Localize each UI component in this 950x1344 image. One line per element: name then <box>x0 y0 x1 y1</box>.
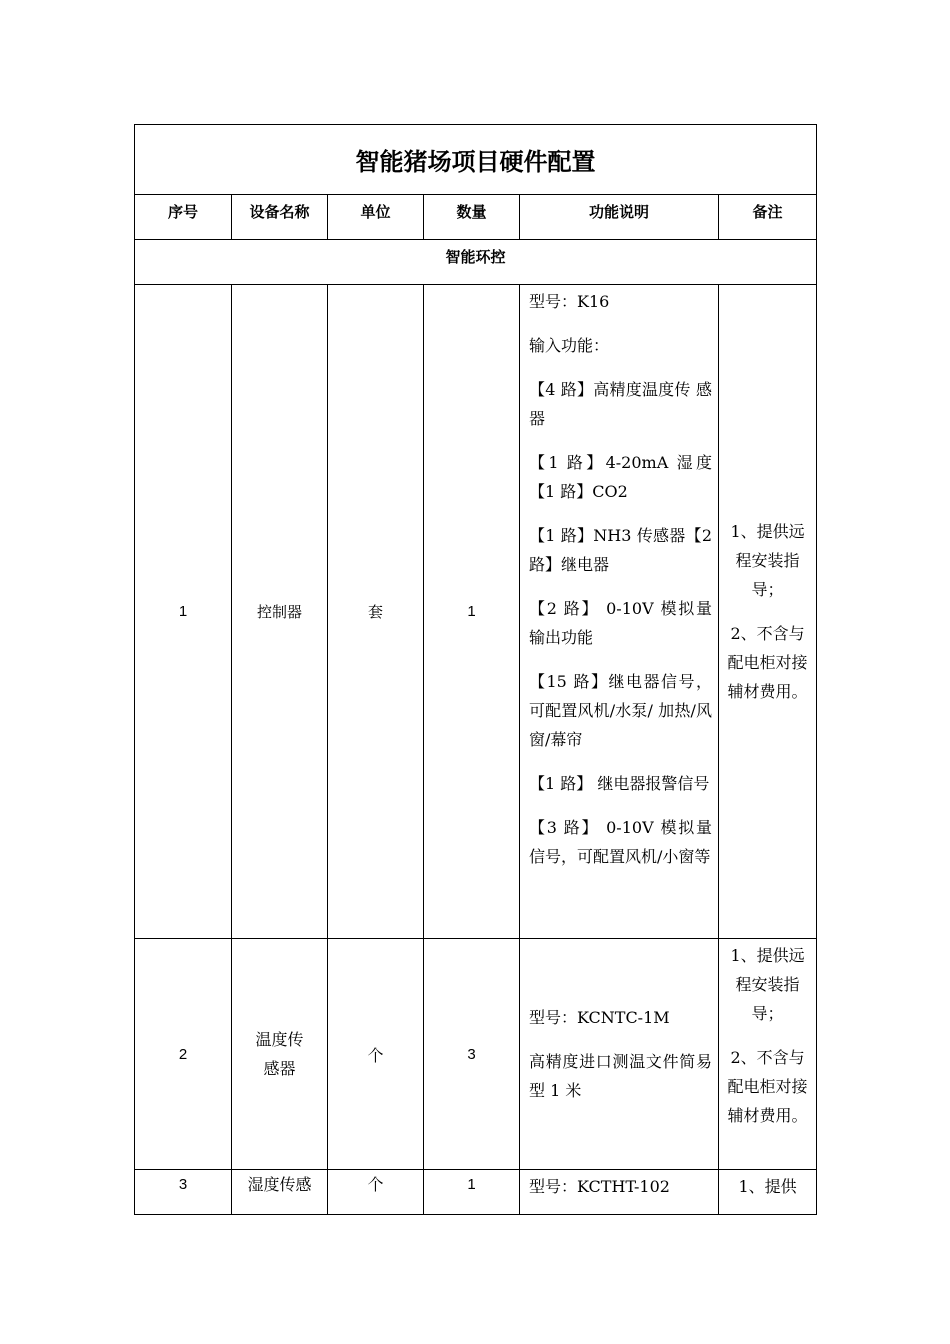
func-line: 【1 路】4-20mA 湿度【1 路】CO2 <box>529 453 712 501</box>
header-no: 序号 <box>135 195 232 240</box>
header-func: 功能说明 <box>520 195 719 240</box>
func-line: 型号：KCNTC-1M <box>529 1008 670 1027</box>
hardware-config-table <box>134 124 817 1215</box>
func-line: 【1 路】 继电器报警信号 <box>529 774 710 793</box>
table-row <box>135 285 817 939</box>
func-line: 型号：K16 <box>529 292 610 311</box>
func-line: 【2 路】 0-10V 模拟量输出功能 <box>529 599 712 647</box>
note-line: 1、提供远程安装指导； <box>730 946 805 1023</box>
row-name-text: 温度传感器 <box>255 1030 304 1078</box>
row-unit: 个 <box>328 939 424 1170</box>
header-row <box>135 195 817 240</box>
note-line: 1、提供远程安装指导； <box>730 522 805 599</box>
func-line: 型号：KCTHT-102 <box>529 1177 670 1196</box>
row-note <box>719 939 817 1170</box>
section-row <box>135 240 817 285</box>
func-line: 【4 路】高精度温度传 感器 <box>529 380 712 428</box>
table-row <box>135 1170 817 1215</box>
row-unit: 个 <box>328 1170 424 1215</box>
func-line: 高精度进口测温文件简易型 1 米 <box>529 1052 712 1100</box>
row-qty: 1 <box>424 285 520 939</box>
row-no: 1 <box>135 285 232 939</box>
row-name: 控制器 <box>232 285 328 939</box>
func-line: 【15 路】继电器信号，可配置风机/水泵/ 加热/风窗/幕帘 <box>529 672 712 749</box>
row-qty: 1 <box>424 1170 520 1215</box>
header-unit: 单位 <box>328 195 424 240</box>
row-func <box>520 285 719 939</box>
row-no: 2 <box>135 939 232 1170</box>
func-line: 【1 路】NH3 传感器【2 路】继电器 <box>529 526 712 574</box>
func-line: 输入功能： <box>529 336 610 355</box>
note-line: 1、提供 <box>738 1177 797 1196</box>
table-row <box>135 939 817 1170</box>
header-note: 备注 <box>719 195 817 240</box>
func-line: 【3 路】 0-10V 模拟量信号，可配置风机/小窗等 <box>529 818 712 866</box>
row-func <box>520 939 719 1170</box>
note-line: 2、不含与配电柜对接辅材费用。 <box>727 624 808 701</box>
row-no: 3 <box>135 1170 232 1215</box>
row-note <box>719 285 817 939</box>
row-name: 湿度传感 <box>232 1170 328 1215</box>
row-note <box>719 1170 817 1215</box>
row-name <box>232 939 328 1170</box>
row-qty: 3 <box>424 939 520 1170</box>
title-row <box>135 125 817 195</box>
row-unit: 套 <box>328 285 424 939</box>
section-title: 智能环控 <box>135 240 817 285</box>
header-qty: 数量 <box>424 195 520 240</box>
header-name: 设备名称 <box>232 195 328 240</box>
note-line: 2、不含与配电柜对接辅材费用。 <box>727 1048 808 1125</box>
table-title: 智能猪场项目硬件配置 <box>135 125 817 195</box>
row-func <box>520 1170 719 1215</box>
